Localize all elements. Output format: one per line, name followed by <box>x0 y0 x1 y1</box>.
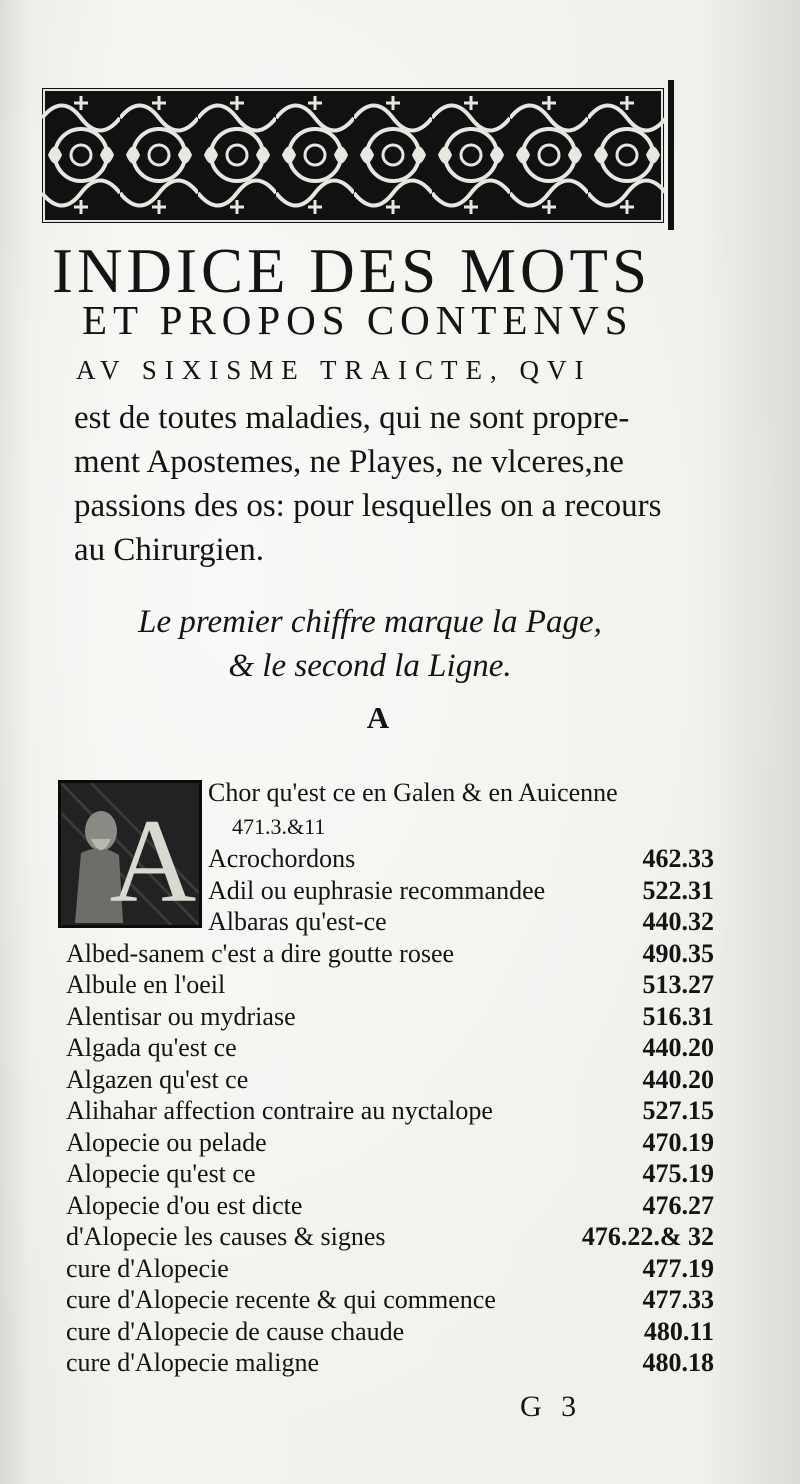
entry-page-line-ref: 440.20 <box>642 1033 714 1062</box>
entry-text: Albule en l'oeil <box>66 970 226 999</box>
index-entry <box>66 1157 714 1191</box>
section-letter: A <box>366 700 390 735</box>
index-entry <box>208 905 714 939</box>
index-entry <box>66 1063 714 1097</box>
decorated-initial <box>58 780 202 928</box>
entry-page-line-ref: 440.32 <box>642 907 714 936</box>
entry-text: Algazen qu'est ce <box>66 1064 249 1094</box>
entry-page-line-ref: 470.19 <box>642 1127 714 1157</box>
entry-text: Acrochordons <box>208 844 356 873</box>
index-entry <box>208 874 714 908</box>
entry-page-line-ref: 477.33 <box>642 1285 714 1314</box>
index-entry <box>66 1220 714 1254</box>
index-entry <box>66 1126 714 1160</box>
signature-mark: G 3 <box>520 1390 583 1423</box>
index-entry <box>66 1252 714 1286</box>
index-entry <box>208 842 714 876</box>
entry-page-line-ref: 477.19 <box>642 1253 714 1283</box>
entry-page-line-ref: 480.18 <box>642 1348 714 1377</box>
intro-line: est de toutes maladies, qui ne sont propre- <box>74 400 630 436</box>
index-entry <box>66 1315 714 1349</box>
entry-page-line-ref: 527.15 <box>642 1096 714 1125</box>
index-entry <box>66 937 714 971</box>
intro-line: au Chirurgien. <box>74 532 265 568</box>
index-entry <box>66 1000 714 1034</box>
intro-line: ment Apostemes, ne Playes, ne vlceres,ne <box>74 444 624 480</box>
entry-page-line-ref: 475.19 <box>642 1159 714 1188</box>
index-entry <box>66 1189 714 1223</box>
ornamental-header-band <box>42 88 664 223</box>
entry-text: Alihahar affection contraire au nyctalope <box>66 1096 493 1125</box>
entry-text: Albed-sanem c'est a dire goutte rosee <box>66 938 455 968</box>
entry-text: Alopecie d'ou est dicte <box>66 1190 303 1220</box>
index-entry <box>66 968 714 1002</box>
woodcut-figure-icon <box>61 783 199 925</box>
entry-text: cure d'Alopecie de cause chaude <box>66 1316 405 1346</box>
entry-page-line-ref: 476.22.& 32 <box>581 1222 714 1251</box>
entry-page-line-ref: 462.33 <box>642 844 714 873</box>
entry-text: cure d'Alopecie <box>66 1253 229 1283</box>
index-entry <box>66 1031 714 1065</box>
index-entry <box>208 776 708 810</box>
entry-text: d'Alopecie les causes & signes <box>66 1222 386 1251</box>
entry-text: Alentisar ou mydriase <box>66 1001 296 1031</box>
entry-text: Alopecie ou pelade <box>66 1127 267 1157</box>
entry-page-line-ref: 476.27 <box>642 1190 714 1220</box>
note-line-1: Le premier chiffre marque la Page, <box>138 604 602 640</box>
title-line-2: ET PROPOS CONTENVS <box>82 297 634 343</box>
entry-continuation: 471.3.&11 <box>232 814 326 839</box>
entry-text: Alopecie qu'est ce <box>66 1159 256 1188</box>
vertical-rule <box>668 80 674 230</box>
index-entry <box>66 1346 714 1380</box>
entry-page-line-ref: 513.27 <box>642 970 714 999</box>
entry-page-line-ref: 516.31 <box>642 1001 714 1031</box>
entry-text: cure d'Alopecie recente & qui commence <box>66 1285 496 1314</box>
index-entry <box>66 1283 714 1317</box>
entry-text: Algada qu'est ce <box>66 1033 237 1062</box>
note-line-2: & le second la Ligne. <box>228 648 512 684</box>
title-line-3: AV SIXISME TRAICTE, QVI <box>76 355 592 385</box>
reading-note <box>60 600 680 688</box>
title-line-1: INDICE DES MOTS <box>52 236 652 306</box>
entry-page-line-ref: 490.35 <box>642 938 714 968</box>
entry-page-line-ref: 522.31 <box>642 875 714 905</box>
entry-text: Albaras qu'est-ce <box>208 907 387 936</box>
entry-page-line-ref: 480.11 <box>643 1316 714 1346</box>
entry-text: Adil ou euphrasie recommandee <box>208 875 546 905</box>
intro-paragraph <box>74 396 704 572</box>
svg-text:A: A <box>109 794 197 925</box>
intro-line: passions des os: pour lesquelles on a recours <box>74 488 662 524</box>
ornament-pattern-icon <box>42 88 664 223</box>
index-entry <box>66 1094 714 1128</box>
entry-page-line-ref: 440.20 <box>642 1064 714 1094</box>
entry-text: Chor qu'est ce en Galen & en Auicenne <box>208 778 618 807</box>
entry-text: cure d'Alopecie maligne <box>66 1348 320 1377</box>
